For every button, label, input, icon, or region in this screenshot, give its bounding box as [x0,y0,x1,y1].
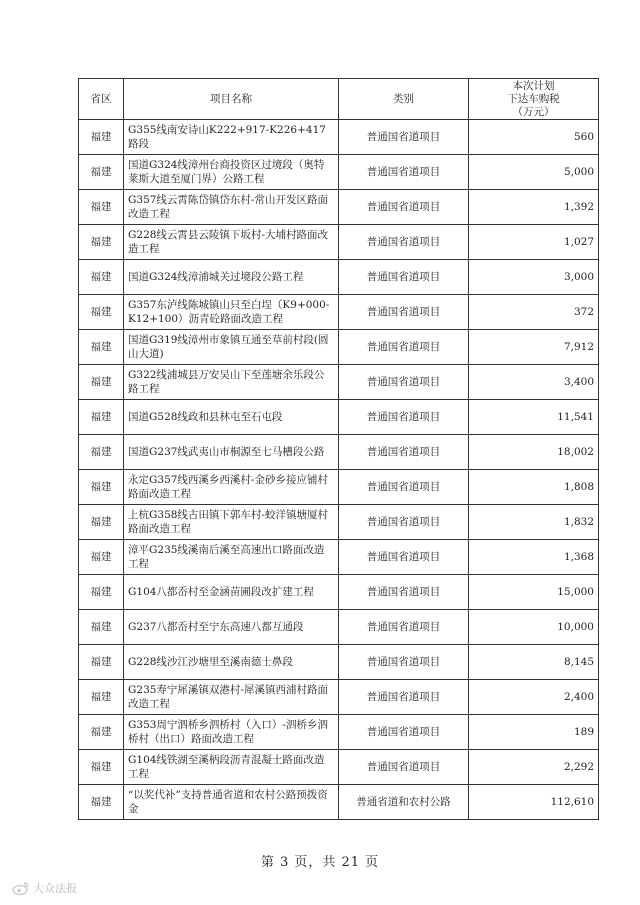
cell-province: 福建 [79,260,124,295]
weibo-logo-icon [12,881,30,895]
header-amount-line3: （万元） [512,105,555,118]
cell-project-name: 国道G324线漳州台商投资区过境段（奥特莱斯大道至厦门界）公路工程 [124,155,339,190]
table-row [79,295,599,330]
cell-amount: 15,000 [469,575,599,610]
watermark-text: 大众法报 [33,882,77,895]
budget-table [78,78,599,820]
cell-project-name: G357线云霄陈岱镇岱东村-常山开发区路面改造工程 [124,190,339,225]
cell-project-name: G322线浦城县万安吴山下至莲塘余乐段公路工程 [124,365,339,400]
cell-amount: 3,000 [469,260,599,295]
table-row [79,260,599,295]
cell-category: 普通国省道项目 [339,540,469,575]
page-number: 第 3 页，共 21 页 [260,855,380,870]
cell-province: 福建 [79,400,124,435]
table-row [79,400,599,435]
cell-project-name: 永定G357线西溪乡西溪村-金砂乡接应铺村路面改造工程 [124,470,339,505]
cell-province: 福建 [79,540,124,575]
header-category: 类别 [339,79,469,120]
cell-category: 普通国省道项目 [339,155,469,190]
table-row [79,785,599,820]
table-row [79,435,599,470]
cell-amount: 1,027 [469,225,599,260]
cell-amount: 7,912 [469,330,599,365]
cell-province: 福建 [79,505,124,540]
table-row [79,330,599,365]
cell-project-name: G357东泸线陈城镇山只至白埕（K9+000-K12+100）沥青砼路面改造工程 [124,295,339,330]
cell-amount: 10,000 [469,610,599,645]
cell-province: 福建 [79,365,124,400]
cell-amount: 2,292 [469,750,599,785]
cell-project-name: G104线铁湖至溪柄段沥青混凝土路面改造工程 [124,750,339,785]
cell-amount: 11,541 [469,400,599,435]
cell-category: 普通国省道项目 [339,120,469,155]
table-row [79,120,599,155]
cell-category: 普通国省道项目 [339,330,469,365]
cell-amount: 1,392 [469,190,599,225]
cell-project-name: G104八都岙村至金涵苗圃段改扩建工程 [124,575,339,610]
cell-province: 福建 [79,575,124,610]
cell-project-name: 国道G528线政和县林屯至石屯段 [124,400,339,435]
table-row [79,225,599,260]
cell-category: 普通国省道项目 [339,400,469,435]
cell-category: 普通国省道项目 [339,190,469,225]
cell-amount: 8,145 [469,645,599,680]
cell-province: 福建 [79,435,124,470]
cell-province: 福建 [79,155,124,190]
cell-category: 普通国省道项目 [339,575,469,610]
cell-project-name: G237八都岙村至宁东高速八都互通段 [124,610,339,645]
cell-province: 福建 [79,295,124,330]
table-row [79,365,599,400]
table-body [79,120,599,820]
cell-project-name: G228线沙江沙塘里至溪南德士鼻段 [124,645,339,680]
table-row [79,575,599,610]
cell-province: 福建 [79,190,124,225]
cell-category: 普通国省道项目 [339,505,469,540]
table-row [79,190,599,225]
cell-province: 福建 [79,680,124,715]
cell-project-name: G353周宁泗桥乡泗桥村（入口）-泗桥乡泗桥村（出口）路面改造工程 [124,715,339,750]
cell-project-name: 漳平G235线溪南后溪至高速出口路面改造工程 [124,540,339,575]
cell-amount: 189 [469,715,599,750]
cell-category: 普通国省道项目 [339,470,469,505]
cell-province: 福建 [79,120,124,155]
header-project-name: 项目名称 [124,79,339,120]
cell-province: 福建 [79,785,124,820]
cell-project-name: 国道G319线漳州市象镇互通至草前村段(圆山大道) [124,330,339,365]
table-row [79,505,599,540]
table-row [79,540,599,575]
table-row [79,470,599,505]
watermark [12,880,77,896]
cell-project-name: 国道G237线武夷山市桐源至七马槽段公路 [124,435,339,470]
cell-category: 普通国省道项目 [339,645,469,680]
cell-amount: 5,000 [469,155,599,190]
cell-category: 普通国省道项目 [339,365,469,400]
cell-province: 福建 [79,645,124,680]
cell-amount: 2,400 [469,680,599,715]
cell-amount: 3,400 [469,365,599,400]
header-row [79,79,599,120]
header-amount-line2: 下达车购税 [507,92,560,105]
table-row [79,645,599,680]
cell-province: 福建 [79,470,124,505]
cell-project-name: G228线云霄县云陵镇下坂村-大埔村路面改造工程 [124,225,339,260]
cell-amount: 112,610 [469,785,599,820]
cell-category: 普通国省道项目 [339,435,469,470]
cell-province: 福建 [79,750,124,785]
cell-province: 福建 [79,225,124,260]
table-header [79,79,599,120]
cell-province: 福建 [79,715,124,750]
cell-province: 福建 [79,610,124,645]
cell-amount: 1,368 [469,540,599,575]
cell-amount: 560 [469,120,599,155]
cell-province: 福建 [79,330,124,365]
cell-project-name: 上杭G358线古田镇下郭车村-蛟洋镇塘厦村路面改造工程 [124,505,339,540]
cell-category: 普通国省道项目 [339,225,469,260]
cell-project-name: G235寿宁犀溪镇双港村-犀溪镇西浦村路面改造工程 [124,680,339,715]
table-row [79,155,599,190]
cell-amount: 372 [469,295,599,330]
cell-amount: 1,832 [469,505,599,540]
cell-amount: 1,808 [469,470,599,505]
cell-category: 普通国省道项目 [339,260,469,295]
table-row [79,715,599,750]
cell-amount: 18,002 [469,435,599,470]
cell-project-name: “以奖代补”支持普通省道和农村公路预拨资金 [124,785,339,820]
header-province: 省区 [79,79,124,120]
header-amount [469,79,599,120]
table-row [79,680,599,715]
cell-category: 普通国省道项目 [339,295,469,330]
table-row [79,610,599,645]
cell-category: 普通省道和农村公路 [339,785,469,820]
cell-project-name: G355线南安诗山K222+917-K226+417路段 [124,120,339,155]
table-row [79,750,599,785]
cell-category: 普通国省道项目 [339,610,469,645]
header-amount-line1: 本次计划 [512,79,555,92]
cell-category: 普通国省道项目 [339,680,469,715]
cell-category: 普通国省道项目 [339,750,469,785]
cell-project-name: 国道G324线漳浦城关过境段公路工程 [124,260,339,295]
cell-category: 普通国省道项目 [339,715,469,750]
